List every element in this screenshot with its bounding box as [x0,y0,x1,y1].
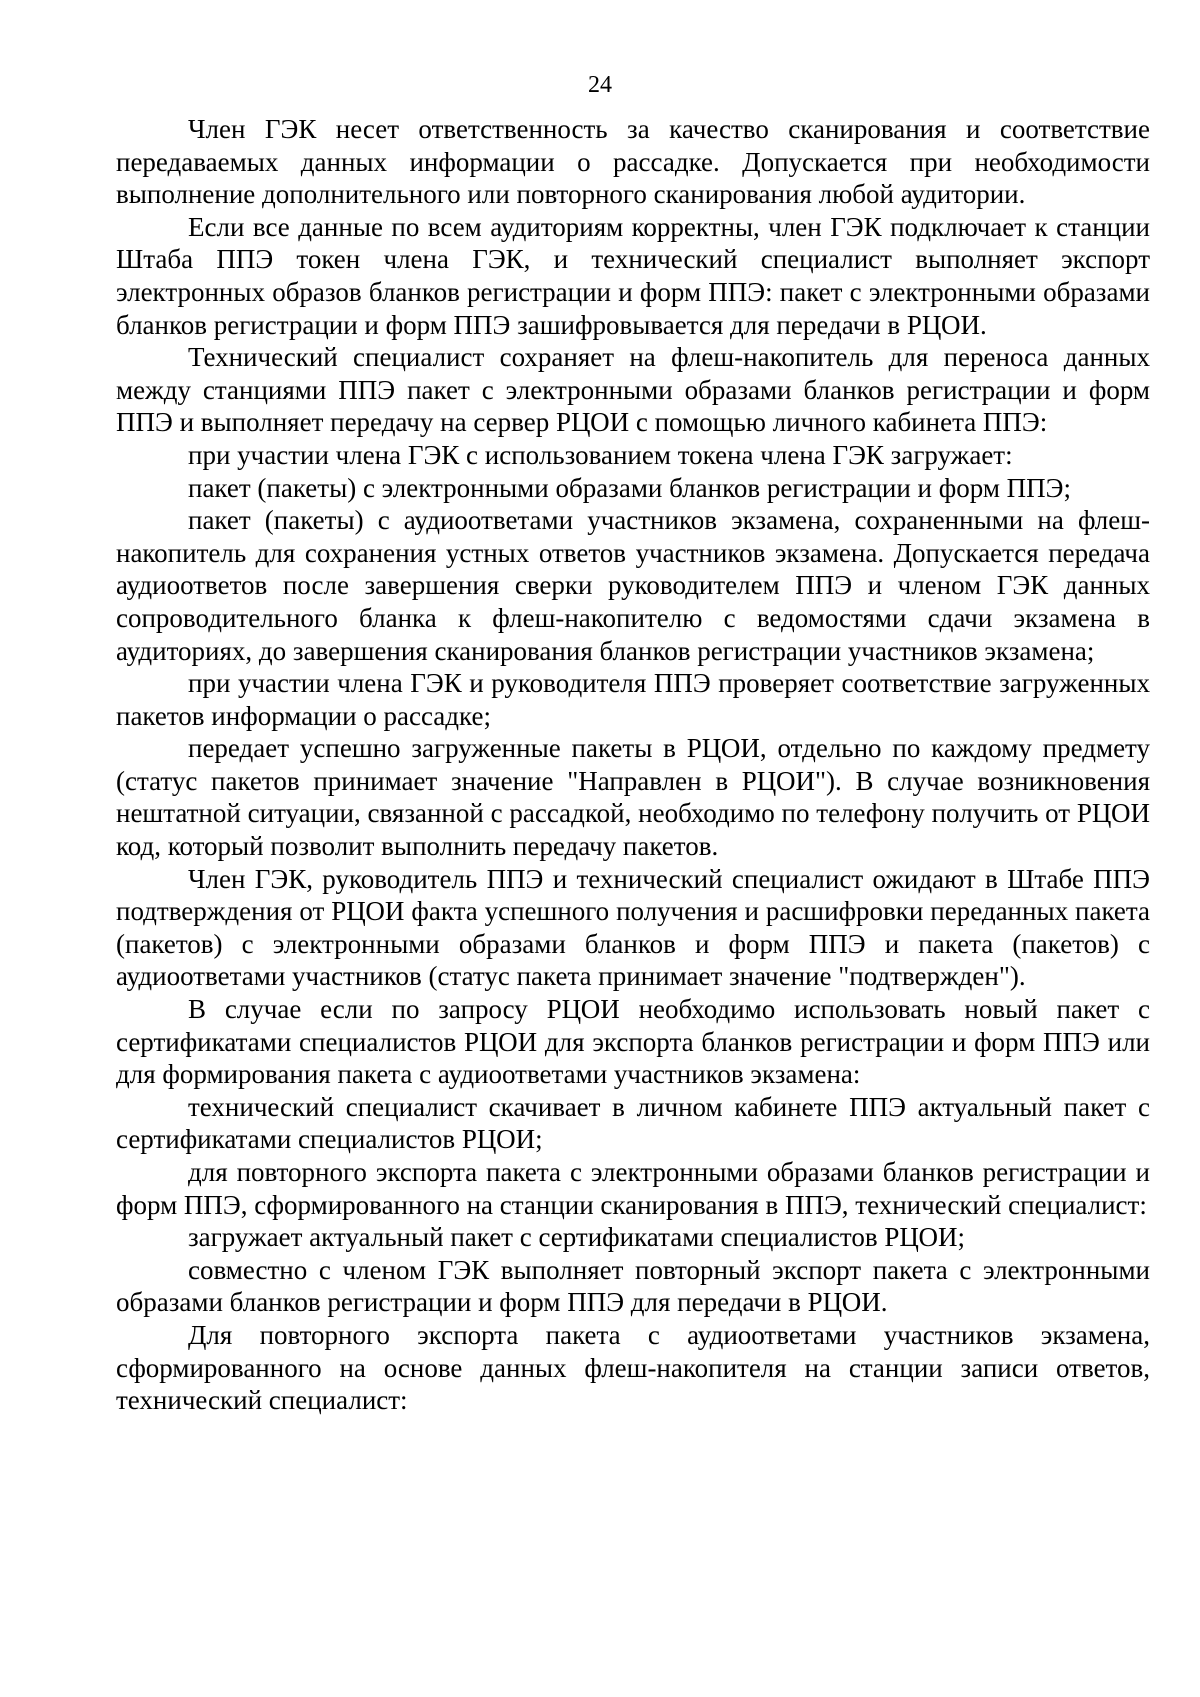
paragraph-new-certificates: В случае если по запросу РЦОИ необходимо использовать новый пакет с сертификатами специалистов РЦОИ для экспорта бланков регистрации и форм ППЭ или для формирования пакета с аудиоответами участников экзамена: [116,994,1150,1090]
body-text [116,113,1150,1417]
paragraph-send-packages: передает успешно загруженные пакеты в РЦОИ, отдельно по каждому предмету (статус пакетов принимает значение "Направлен в РЦОИ"). В случае возникновения нештатной ситуации, связанной с рассадкой, необходимо по телефону получить от РЦОИ код, который позволит выполнить передачу пакетов. [116,733,1150,862]
paragraph-transfer-to-server: Технический специалист сохраняет на флеш-накопитель для переноса данных между станциями ППЭ пакет с электронными образами бланков регистрации и форм ППЭ и выполняет передачу на сервер РЦОИ с помощью личного кабинета ППЭ: [116,342,1150,438]
paragraph-export-images: Если все данные по всем аудиториям корректны, член ГЭК подключает к станции Штаба ППЭ токен члена ГЭК, и технический специалист выполняет экспорт электронных образов бланков регистрации и форм ППЭ: пакет с электронными образами бланков регистрации и форм ППЭ зашифровывается для передачи в РЦОИ. [116,211,1150,340]
paragraph-reexport-images: для повторного экспорта пакета с электронными образами бланков регистрации и форм ППЭ, сформированного на станции сканирования в ППЭ, технический специалист: [116,1157,1150,1220]
paragraph-load-certificates: загружает актуальный пакет с сертификатами специалистов РЦОИ; [188,1222,966,1253]
paragraph-check-seating: при участии члена ГЭК и руководителя ППЭ проверяет соответствие загруженных пакетов информации о рассадке; [116,668,1150,731]
paragraph-await-confirmation: Член ГЭК, руководитель ППЭ и технический специалист ожидают в Штабе ППЭ подтверждения от РЦОИ факта успешного получения и расшифровки переданных пакета (пакетов) с электронными образами бланков и форм ППЭ и пакета (пакетов) с аудиоответами участников (статус пакета принимает значение "подтвержден"). [116,863,1150,992]
page-number: 24 [588,72,612,98]
paragraph-download-certificates: технический специалист скачивает в личном кабинете ППЭ актуальный пакет с сертификатами специалистов РЦОИ; [116,1091,1150,1155]
paragraph-audio-packages: пакет (пакеты) с аудиоответами участников экзамена, сохраненными на флеш-накопитель для сохранения устных ответов участников экзамена. Допускается передача аудиоответов после завершения сверки руководителем ППЭ и членом ГЭК данных сопроводительного бланка к флеш-накопителю с ведомостями сдачи экзамена в аудиториях, до завершения сканирования бланков регистрации участников экзамена; [116,505,1150,666]
paragraph-joint-reexport: совместно с членом ГЭК выполняет повторный экспорт пакета с электронными образами бланков регистрации и форм ППЭ для передачи в РЦОИ. [116,1254,1150,1318]
paragraph-gek-scan-responsibility: Член ГЭК несет ответственность за качество сканирования и соответствие передаваемых данных информации о рассадке. Допускается при необходимости выполнение дополнительного или повторного сканирования любой аудитории. [116,114,1150,210]
paragraph-upload-with-token: при участии члена ГЭК с использованием токена члена ГЭК загружает: [188,439,1013,470]
paragraph-image-packages: пакет (пакеты) с электронными образами бланков регистрации и форм ППЭ; [188,472,1071,503]
paragraph-reexport-audio: Для повторного экспорта пакета с аудиоответами участников экзамена, сформированного на основе данных флеш-накопителя на станции записи ответов, технический специалист: [116,1319,1150,1416]
